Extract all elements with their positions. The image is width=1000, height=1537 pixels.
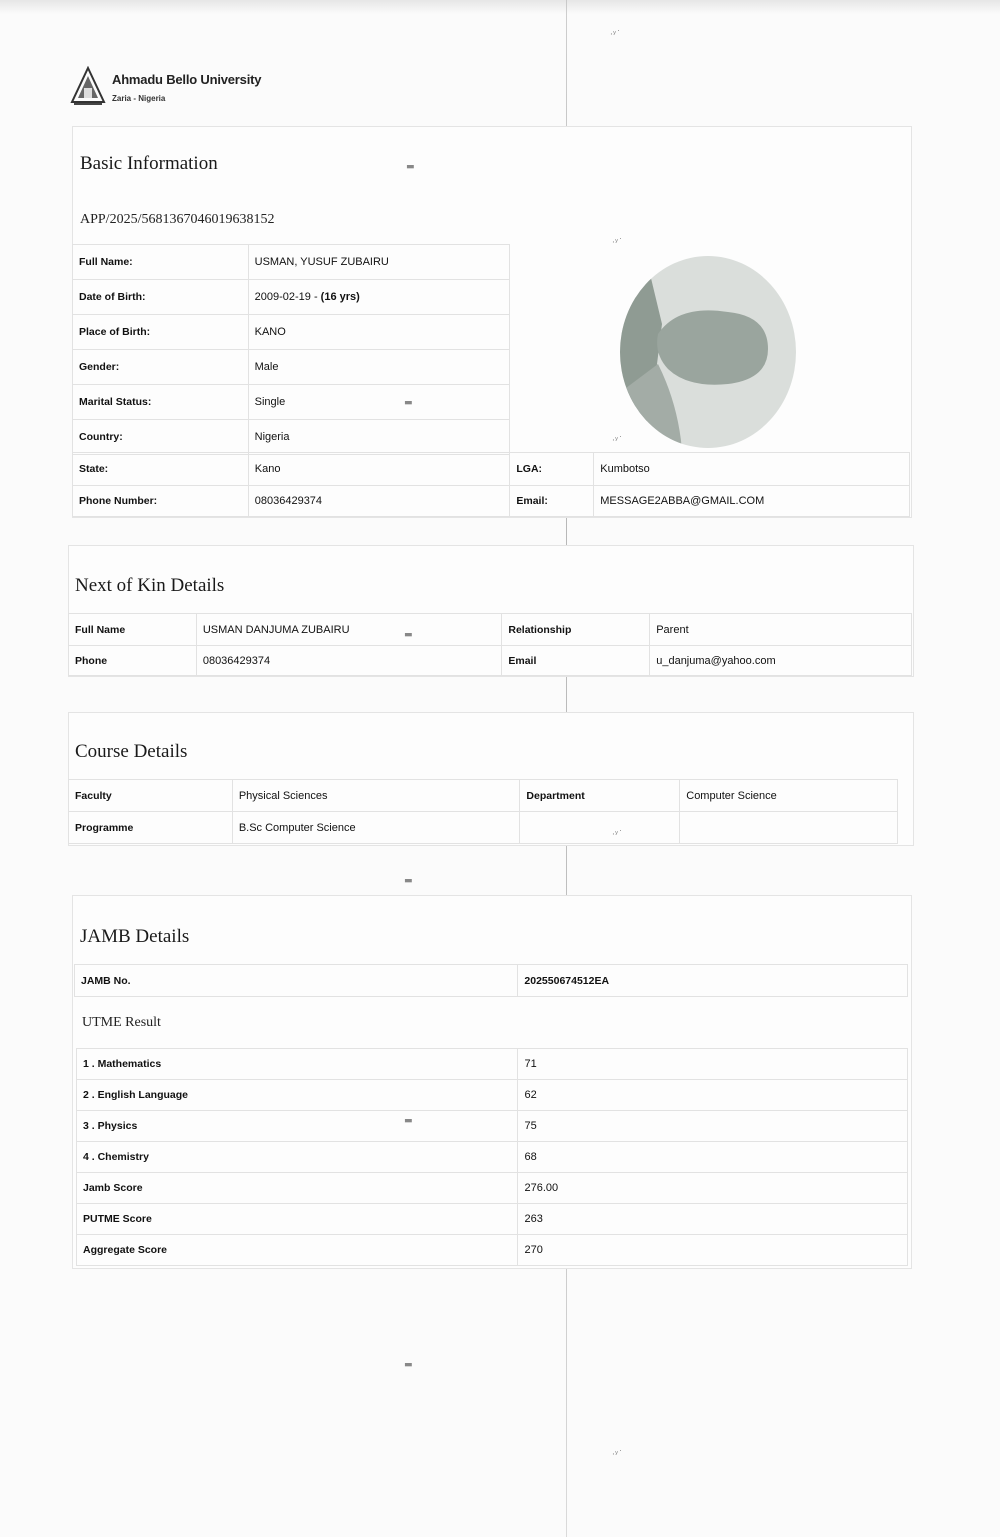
basic-info-table [72, 244, 510, 455]
kin-phone-label: Phone [69, 646, 197, 676]
info-row [73, 280, 510, 315]
dob-age: (16 yrs) [320, 291, 360, 303]
result-row [77, 1173, 908, 1204]
phone-label: Phone Number: [73, 486, 249, 517]
jamb-no-label: JAMB No. [75, 965, 518, 997]
university-logo-icon [70, 66, 106, 106]
jamb-no-table [74, 964, 908, 997]
jamb-score-value: 276.00 [518, 1173, 908, 1204]
info-row [69, 646, 912, 676]
scan-speck: ▬ [404, 1116, 413, 1126]
basic-info-title: Basic Information [80, 153, 218, 174]
scan-speck: ▬ [404, 876, 413, 886]
info-row [73, 486, 910, 517]
subject-label: 2 . English Language [77, 1080, 518, 1111]
kin-email-value: u_danjuma@yahoo.com [650, 646, 912, 676]
university-name: Ahmadu Bello University [112, 72, 262, 87]
utme-title: UTME Result [82, 1015, 161, 1030]
passport-photo-image [618, 254, 798, 450]
scan-speck: ·ʸ˙ [612, 830, 623, 840]
kin-relationship-value: Parent [650, 614, 912, 646]
lga-label: LGA: [510, 453, 594, 486]
result-row [77, 1080, 908, 1111]
field-label: Full Name: [73, 245, 249, 280]
result-row [77, 1235, 908, 1266]
course-table [68, 779, 898, 844]
field-label: Gender: [73, 350, 249, 385]
subject-label: 1 . Mathematics [77, 1049, 518, 1080]
result-row [77, 1142, 908, 1173]
info-row [69, 812, 898, 844]
field-label: Date of Birth: [73, 280, 249, 315]
programme-label: Programme [69, 812, 233, 844]
department-value: Computer Science [680, 780, 898, 812]
email-label: Email: [510, 486, 594, 517]
next-of-kin-table [68, 613, 912, 676]
contact-table [72, 452, 910, 517]
subject-label: 3 . Physics [77, 1111, 518, 1142]
kin-email-label: Email [502, 646, 650, 676]
passport-photo [618, 254, 798, 450]
subject-score: 75 [518, 1111, 908, 1142]
department-label: Department [520, 780, 680, 812]
scan-speck: ·ʸ˙ [612, 238, 623, 248]
info-row [75, 965, 908, 997]
university-header [70, 66, 310, 112]
scan-speck: ·ʸ˙ [610, 30, 621, 40]
field-label: Place of Birth: [73, 315, 249, 350]
jamb-title: JAMB Details [80, 926, 190, 947]
empty-cell [680, 812, 898, 844]
result-row [77, 1204, 908, 1235]
kin-relationship-label: Relationship [502, 614, 650, 646]
lga-value: Kumbotso [594, 453, 910, 486]
scan-speck: ▬ [406, 162, 415, 172]
aggregate-score-label: Aggregate Score [77, 1235, 518, 1266]
state-label: State: [73, 453, 249, 486]
info-row [73, 385, 510, 420]
course-title: Course Details [75, 741, 188, 762]
jamb-no-value: 202550674512EA [518, 965, 908, 997]
university-location: Zaria - Nigeria [112, 94, 166, 103]
state-value: Kano [248, 453, 510, 486]
gender-value: Male [248, 350, 509, 385]
info-row [73, 245, 510, 280]
faculty-label: Faculty [69, 780, 233, 812]
faculty-value: Physical Sciences [232, 780, 520, 812]
info-row [73, 420, 510, 455]
info-row [73, 315, 510, 350]
kin-name-value: USMAN DANJUMA ZUBAIRU [196, 614, 502, 646]
next-of-kin-title: Next of Kin Details [75, 575, 225, 596]
info-row [69, 614, 912, 646]
kin-name-label: Full Name [69, 614, 197, 646]
kin-phone-value: 08036429374 [196, 646, 502, 676]
subject-score: 68 [518, 1142, 908, 1173]
scan-speck: ▬ [404, 630, 413, 640]
aggregate-score-value: 270 [518, 1235, 908, 1266]
result-row [77, 1049, 908, 1080]
jamb-score-label: Jamb Score [77, 1173, 518, 1204]
dob-value [248, 280, 509, 315]
field-label: Country: [73, 420, 249, 455]
application-number: APP/2025/568136704601963815​2 [80, 212, 275, 227]
putme-score-value: 263 [518, 1204, 908, 1235]
putme-score-label: PUTME Score [77, 1204, 518, 1235]
scan-speck: ▬ [404, 1360, 413, 1370]
dob-date: 2009-02-19 - [254, 291, 321, 303]
subject-score: 62 [518, 1080, 908, 1111]
info-row [73, 453, 910, 486]
scan-edge-shadow [0, 0, 1000, 14]
place-of-birth-value: KANO [248, 315, 509, 350]
full-name-value: USMAN, YUSUF ZUBAIRU [248, 245, 509, 280]
phone-value: 08036429374 [248, 486, 510, 517]
field-label: Marital Status: [73, 385, 249, 420]
info-row [69, 780, 898, 812]
info-row [73, 350, 510, 385]
email-value: MESSAGE2ABBA@GMAIL.COM [594, 486, 910, 517]
scan-speck: ·ʸ˙ [612, 436, 623, 446]
utme-results-table [76, 1048, 908, 1266]
subject-label: 4 . Chemistry [77, 1142, 518, 1173]
scan-speck: ▬ [404, 398, 413, 408]
country-value: Nigeria [248, 420, 509, 455]
empty-cell [520, 812, 680, 844]
programme-value: B.Sc Computer Science [232, 812, 520, 844]
marital-status-value: Single [248, 385, 509, 420]
scan-speck: ·ʸ˙ [612, 1450, 623, 1460]
result-row [77, 1111, 908, 1142]
subject-score: 71 [518, 1049, 908, 1080]
